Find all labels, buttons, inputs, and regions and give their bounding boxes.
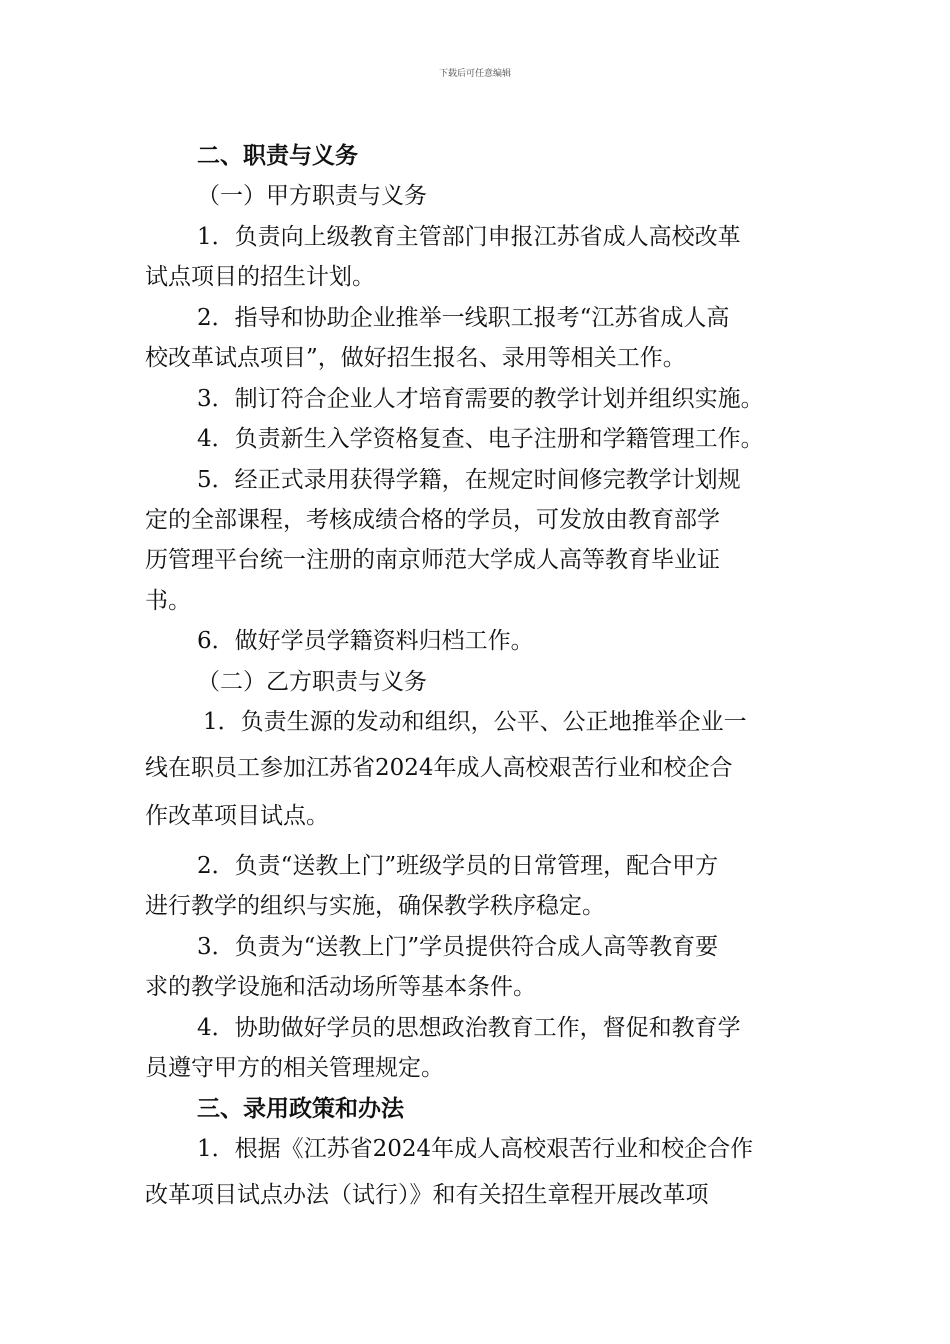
paragraph-line: 1．根据《江苏省2024年成人高校艰苦行业和校企合作	[197, 1136, 754, 1162]
paragraph-line: 书。	[145, 588, 191, 614]
paragraph-line: 校改革试点项目”，做好招生报名、录用等相关工作。	[145, 345, 686, 371]
section-heading-admission: 三、录用政策和办法	[197, 1095, 404, 1122]
paragraph-line: 定的全部课程，考核成绩合格的学员，可发放由教育部学	[145, 507, 720, 533]
paragraph-line: 线在职员工参加江苏省2024年成人高校艰苦行业和校企合	[145, 755, 733, 781]
section-heading-duties: 二、职责与义务	[197, 142, 358, 169]
subsection-heading-party-a: （一）甲方职责与义务	[197, 183, 427, 209]
page-header-note: 下载后可任意编辑	[438, 69, 511, 79]
paragraph-line: 求的教学设施和活动场所等基本条件。	[145, 974, 536, 1000]
paragraph-line: 改革项目试点办法（试行）》和有关招生章程开展改革项	[145, 1182, 709, 1208]
paragraph-line: 1．负责生源的发动和组织，公平、公正地推举企业一	[203, 709, 747, 735]
paragraph-line: 历管理平台统一注册的南京师范大学成人高等教育毕业证	[145, 547, 720, 573]
paragraph-line: 3．负责为“送教上门”学员提供符合成人高等教育要	[197, 934, 719, 960]
paragraph-line: 1．负责向上级教育主管部门申报江苏省成人高校改革	[197, 224, 741, 250]
paragraph-line: 员遵守甲方的相关管理规定。	[145, 1055, 444, 1081]
paragraph-line: 2．负责“送教上门”班级学员的日常管理，配合甲方	[197, 853, 719, 879]
paragraph-line: 3．制订符合企业人才培育需要的教学计划并组织实施。	[197, 386, 764, 412]
paragraph-line: 4．协助做好学员的思想政治教育工作，督促和教育学	[197, 1015, 741, 1041]
paragraph-line: 试点项目的招生计划。	[145, 264, 375, 290]
paragraph-line: 进行教学的组织与实施，确保教学秩序稳定。	[145, 893, 605, 919]
subsection-heading-party-b: （二）乙方职责与义务	[197, 669, 427, 695]
paragraph-line: 2．指导和协助企业推举一线职工报考“江苏省成人高	[197, 305, 730, 331]
paragraph-line: 6．做好学员学籍资料归档工作。	[197, 628, 534, 654]
paragraph-line: 4．负责新生入学资格复查、电子注册和学籍管理工作。	[197, 426, 764, 452]
paragraph-line: 5．经正式录用获得学籍，在规定时间修完教学计划规	[197, 467, 741, 493]
paragraph-line: 作改革项目试点。	[145, 803, 329, 829]
